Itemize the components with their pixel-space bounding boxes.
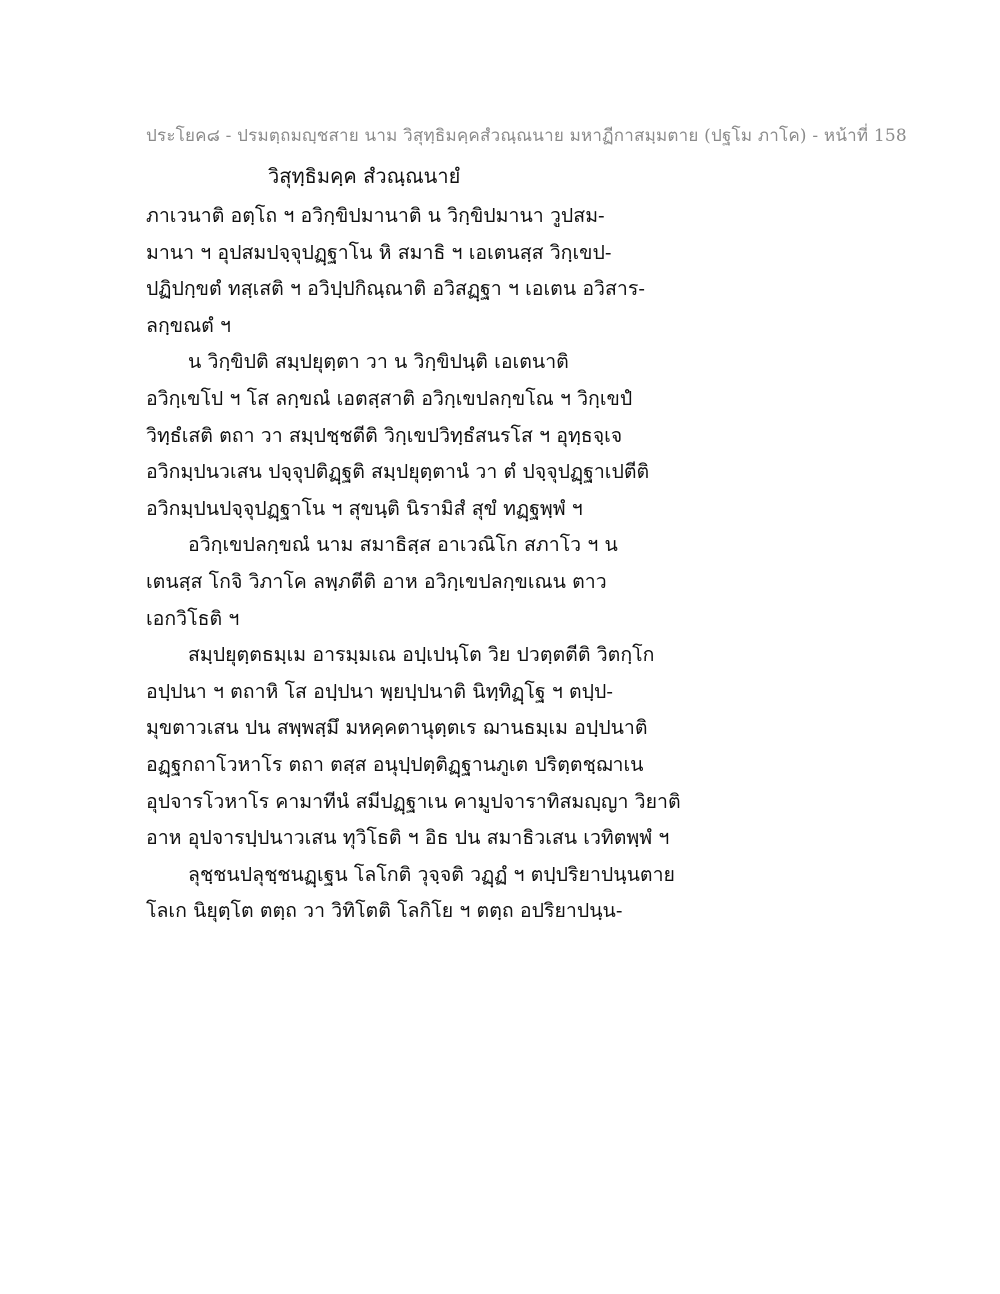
text-line: ปฏิปกฺขตํ ทสฺเสติ ฯ อวิปฺปกิณฺณาติ อวิสฏฺฐา ฯ เอเตน อวิสาร- bbox=[146, 277, 645, 301]
text-line: อวิกฺเขโป ฯ โส ลกฺขณํ เอตสฺสาติ อวิกฺเขปลกฺขโณ ฯ วิกฺเขปํ bbox=[146, 386, 633, 410]
running-header: ประโยค๘ - ปรมตฺถมญฺชสาย นาม วิสุทฺธิมคฺคสํวณฺณนาย มหาฏีกาสมฺมตาย (ปฐโม ภาโค) - หน้าที่ 158 bbox=[146, 126, 907, 146]
section-title: วิสุทฺธิมคฺค สํวณฺณนายํ bbox=[268, 164, 461, 188]
text-line: มุขตาวเสน ปน สพฺพสฺมึ มหคฺคตานุตฺตเร ฌานธมฺเม อปฺปนาติ bbox=[146, 716, 648, 740]
text-line: โลเก นิยุตฺโต ตตฺถ วา วิทิโตติ โลกิโย ฯ ตตฺถ อปริยาปนฺน- bbox=[146, 899, 623, 923]
paragraph-first-line: สมฺปยุตฺตธมฺเม อารมฺมเณ อปฺเปนฺโต วิย ปวตฺตตีติ วิตกฺโก bbox=[188, 643, 655, 667]
text-line: อฏฺฐกถาโวหาโร ตถา ตสฺส อนุปฺปตฺติฏฺฐานภูเต ปริตฺตชฺฌาเน bbox=[146, 752, 644, 776]
paragraph-first-line: อวิกฺเขปลกฺขณํ นาม สมาธิสฺส อาเวณิโก สภาโว ฯ น bbox=[188, 533, 618, 557]
text-line: ภาเวนาติ อตฺโถ ฯ อวิกฺขิปมานาติ น วิกฺขิปมานา วูปสม- bbox=[146, 204, 605, 227]
body-text bbox=[146, 198, 706, 930]
text-line: มานา ฯ อุปสมปจฺจุปฏฺฐาโน หิ สมาธิ ฯ เอเตนสฺส วิกฺเขป- bbox=[146, 240, 612, 264]
paragraph-first-line: น วิกฺขิปติ สมฺปยุตฺตา วา น วิกฺขิปนฺติ เอเตนาติ bbox=[188, 350, 569, 374]
text-line: วิทฺธํเสติ ตถา วา สมฺปชฺชตีติ วิกฺเขปวิทฺธํสนรโส ฯ อุทฺธจฺเจ bbox=[146, 423, 623, 447]
text-line: อวิกมฺปนปจฺจุปฏฺฐาโน ฯ สุขนฺติ นิรามิสํ สุขํ ทฏฺฐพฺพํ ฯ bbox=[146, 496, 583, 520]
text-line: เอกวิโธติ ฯ bbox=[146, 606, 240, 630]
text-line: เตนสฺส โกจิ วิภาโค ลพฺภตีติ อาห อวิกฺเขปลกฺขเณน ตาว bbox=[146, 569, 607, 593]
text-line: ลกฺขณตํ ฯ bbox=[146, 313, 231, 337]
paragraph-first-line: ลุชฺชนปลุชฺชนฏฺเฐน โลโกติ วุจฺจติ วฏฺฏํ ฯ ตปฺปริยาปนฺนตาย bbox=[188, 862, 675, 886]
text-line: อวิกมฺปนวเสน ปจฺจุปติฏฺฐติ สมฺปยุตฺตานํ วา ตํ ปจฺจุปฏฺฐาเปตีติ bbox=[146, 460, 650, 484]
text-line: อปฺปนา ฯ ตถาหิ โส อปฺปนา พฺยปฺปนาติ นิทฺทิฏฺโฐ ฯ ตปฺป- bbox=[146, 679, 613, 703]
text-line: อาห อุปจารปฺปนาวเสน ทุวิโธติ ฯ อิธ ปน สมาธิวเสน เวทิตพฺพํ ฯ bbox=[146, 826, 670, 850]
text-line: อุปจารโวหาโร คามาทีนํ สมีปฏฺฐาเน คามูปจาราทิสมญฺญา วิยาติ bbox=[146, 789, 681, 813]
